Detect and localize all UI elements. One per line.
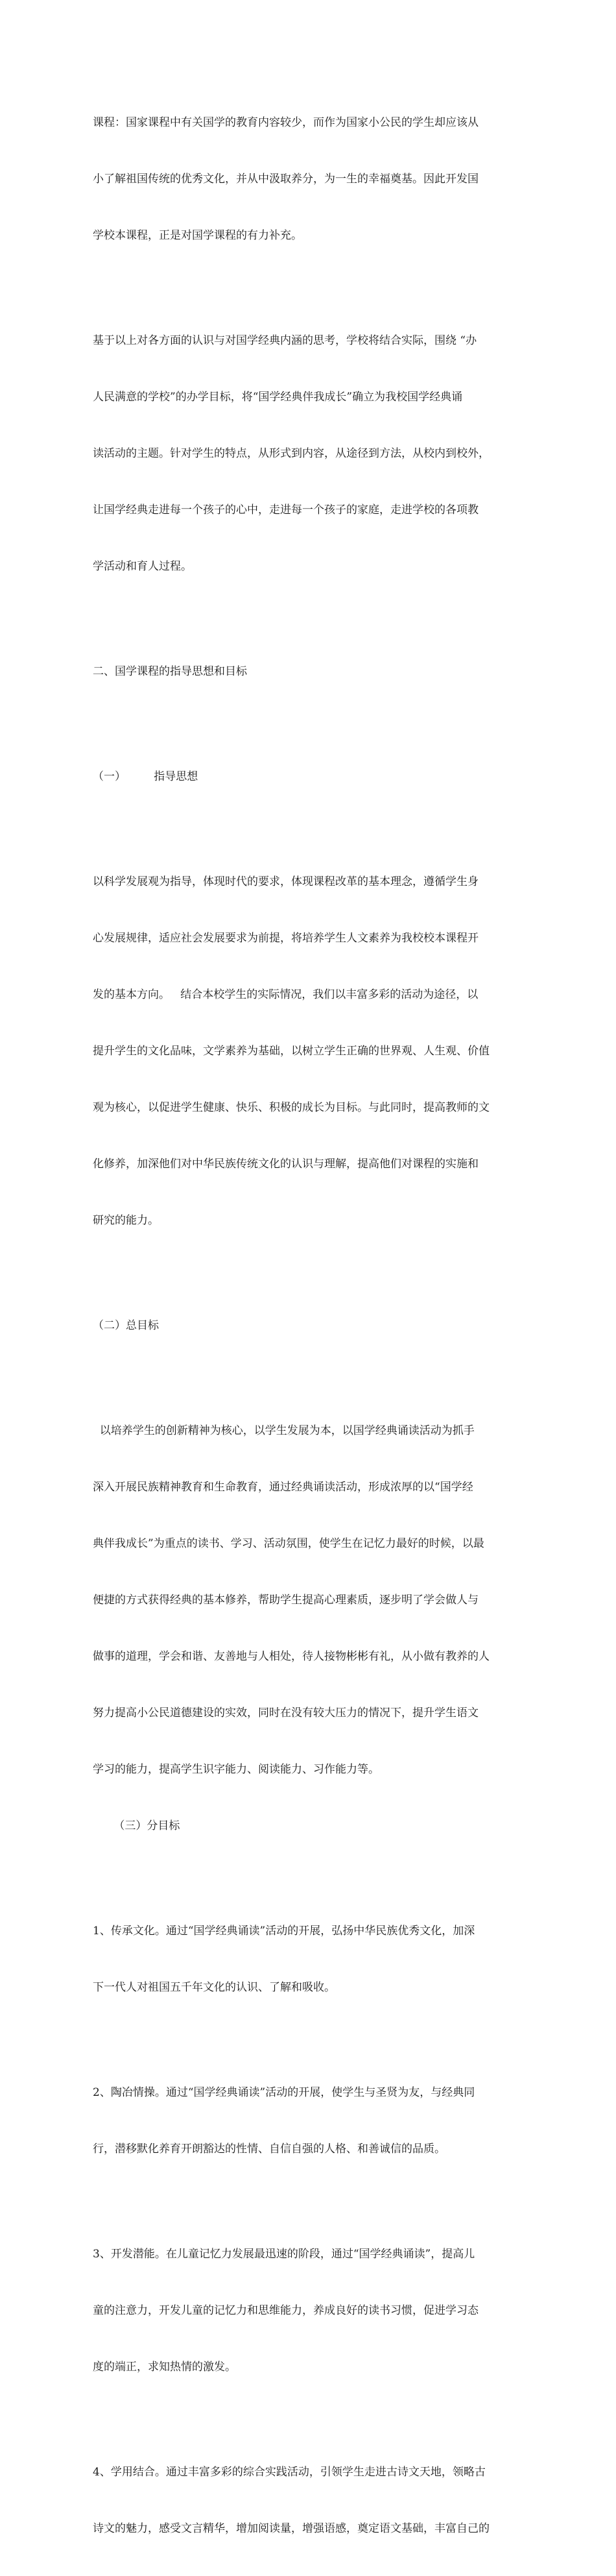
text-line: 观为核心，以促进学生健康、快乐、积极的成长为目标。与此同时，提高教师的文 xyxy=(93,1101,490,1114)
text-line: 二、国学课程的指导思想和目标 xyxy=(93,665,247,678)
text-line: 心发展规律，适应社会发展要求为前提，将培养学生人文素养为我校校本课程开 xyxy=(93,932,479,945)
text-line: 学习的能力，提高学生识字能力、阅读能力、习作能力等。 xyxy=(93,1763,379,1776)
text-line: 学校本课程，正是对国学课程的有力补充。 xyxy=(93,229,302,242)
text-line: 典伴我成长”为重点的读书、学习、活动氛围，使学生在记忆力最好的时候，以最 xyxy=(93,1537,484,1550)
paragraph-course-intro xyxy=(93,76,527,283)
text-line: （二）总目标 xyxy=(93,1319,159,1332)
text-line: 诗文的魅力，感受文言精华，增加阅读量，增强语感，奠定语文基础，丰富自己的 xyxy=(93,2522,490,2535)
paragraph-school-theme xyxy=(93,294,527,614)
text-line: 读活动的主题。针对学生的特点，从形式到内容，从途径到方法，从校内到校外， xyxy=(93,447,490,460)
text-line: 下一代人对祖国五千年文化的认识、了解和吸收。 xyxy=(93,1981,335,1994)
text-line: 1、传承文化。通过“国学经典诵读”活动的开展，弘扬中华民族优秀文化，加深 xyxy=(93,1925,475,1938)
text-line: 做事的道理，学会和谐、友善地与人相处，待人接物彬彬有礼，从小做有教养的人 xyxy=(93,1650,490,1663)
text-line: 发的基本方向。 结合本校学生的实际情况，我们以丰富多彩的活动为途径，以 xyxy=(93,988,479,1001)
text-line: 人民满意的学校”的办学目标，将“国学经典伴我成长”确立为我校国学经典诵 xyxy=(93,391,463,404)
text-line: 学活动和育人过程。 xyxy=(93,560,192,573)
text-line: 化修养，加深他们对中华民族传统文化的认识与理解，提高他们对课程的实施和 xyxy=(93,1158,479,1171)
text-line: 基于以上对各方面的认识与对国学经典内涵的思考，学校将结合实际，围绕 “办 xyxy=(93,334,477,347)
text-line: 童的注意力，开发儿童的记忆力和思维能力，养成良好的读书习惯，促进学习态 xyxy=(93,2304,479,2317)
section-heading xyxy=(93,625,527,719)
list-item-goal-2 xyxy=(93,2046,527,2196)
paragraph-overall-goal xyxy=(93,1384,527,1873)
text-line: 深入开展民族精神教育和生命教育，通过经典诵读活动，形成浓厚的以“国学经 xyxy=(93,1481,473,1494)
text-line: 课程：国家课程中有关国学的教育内容较少，而作为国家小公民的学生却应该从 xyxy=(93,116,479,129)
subsection-heading-overall-goal xyxy=(93,1279,527,1373)
list-item-goal-4 xyxy=(93,2425,527,2576)
list-item-goal-1 xyxy=(93,1884,527,2035)
text-line: 小了解祖国传统的优秀文化，并从中汲取养分，为一生的幸福奠基。因此开发国 xyxy=(93,173,479,186)
text-line: （一） 指导思想 xyxy=(93,770,198,783)
subsection-heading-guiding-ideas xyxy=(93,730,527,824)
text-line: 便捷的方式获得经典的基本修养，帮助学生提高心理素质，逐步明了学会做人与 xyxy=(93,1594,479,1607)
paragraph-guiding-ideas xyxy=(93,835,527,1268)
text-line: 以科学发展观为指导，体现时代的要求，体现课程改革的基本理念，遵循学生身 xyxy=(93,875,479,888)
text-line: 提升学生的文化品味，文学素养为基础，以树立学生正确的世界观、人生观、价值 xyxy=(93,1045,490,1058)
document-page xyxy=(93,76,527,2576)
text-line: 4、学用结合。通过丰富多彩的综合实践活动，引领学生走进古诗文天地，领略古 xyxy=(93,2466,486,2479)
text-line: 研究的能力。 xyxy=(93,1214,159,1227)
text-line: 度的端正，求知热情的激发。 xyxy=(93,2361,236,2374)
text-line: 2、陶冶情操。通过“国学经典诵读”活动的开展，使学生与圣贤为友，与经典同 xyxy=(93,2086,475,2099)
text-line: 3、开发潜能。在儿童记忆力发展最迅速的阶段，通过“国学经典诵读”，提高儿 xyxy=(93,2248,475,2261)
text-line: 行，潜移默化养育开朗豁达的性情、自信自强的人格、和善诚信的品质。 xyxy=(93,2143,445,2156)
text-line: 让国学经典走进每一个孩子的心中，走进每一个孩子的家庭，走进学校的各项教 xyxy=(93,504,479,516)
list-item-goal-3 xyxy=(93,2207,527,2414)
text-line: 努力提高小公民道德建设的实效，同时在没有较大压力的情况下，提升学生语文 xyxy=(93,1707,479,1719)
text-line: 以培养学生的创新精神为核心，以学生发展为本，以国学经典诵读活动为抓手 xyxy=(93,1424,475,1437)
subsection-heading-sub-goals: （三）分目标 xyxy=(93,1819,180,1832)
